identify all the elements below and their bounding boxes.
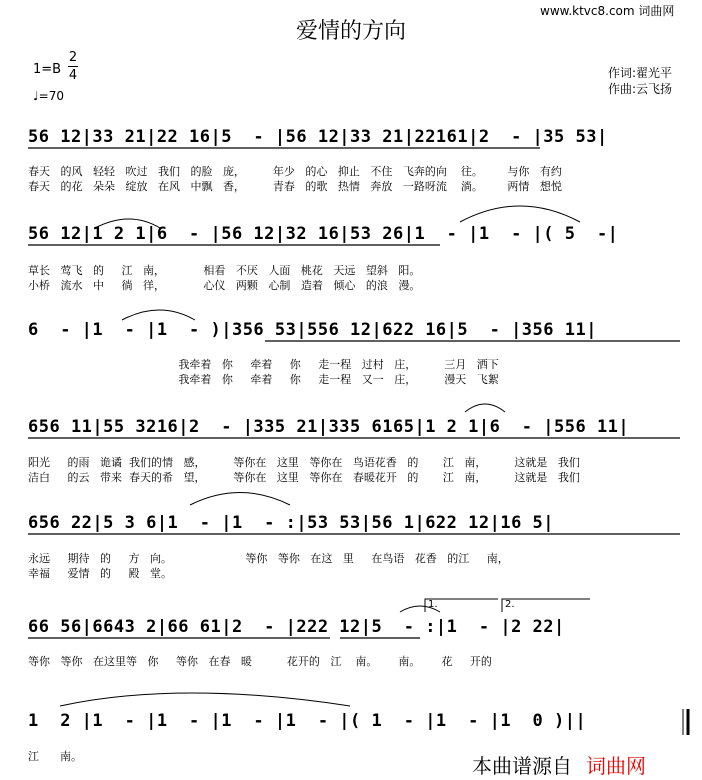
lyrics-line-3-verse-1: 我牵着 你 牵着 你 走一程 过村 庄， 三月 洒下 xyxy=(28,358,499,371)
notation-line-7: 1 2 |1 - |1 - |1 - |1 - |( 1 - |1 - |1 0 )|| xyxy=(28,711,587,731)
lyrics-line-5-verse-1: 永远 期待 的 方 向。 等你 等你 在这 里 在鸟语 花香 的江 南， xyxy=(28,552,509,565)
time-signature-top: 2 xyxy=(68,50,78,65)
source-footer xyxy=(472,750,646,779)
tie-arc xyxy=(95,219,160,228)
lyrics-line-6: 等你 等你 在这里等 你 等你 在春 暖 花开的 江 南。 南。 花 开的 xyxy=(28,655,492,668)
final-barline xyxy=(683,709,688,735)
lyrics-line-2-verse-1: 草长 莺飞 的 江 南， 相看 不厌 人面 桃花 天远 望斜 阳。 xyxy=(28,264,421,277)
lyrics-line-1-verse-2: 春天 的花 朵朵 绽放 在风 中飘 香， 青春 的歌 热情 奔放 一路呀流 淌。 两情 想悦 xyxy=(28,180,562,193)
lyrics-line-1-verse-1: 春天 的风 轻轻 吹过 我们 的脸 庞， 年少 的心 抑止 不住 飞奔的向 往。 与你 有约 xyxy=(28,165,562,178)
tie-arc xyxy=(400,606,440,612)
lyrics-line-4-verse-2: 洁白 的云 带来 春天的希 望， 等你在 这里 等你在 春暖花开 的 江 南， 这就是 我们 xyxy=(28,471,580,484)
composer-credit: 作曲:云飞扬 xyxy=(608,82,673,96)
volta-brackets xyxy=(425,599,590,612)
lyrics-line-5-verse-2: 幸福 爱情 的 殿 堂。 xyxy=(28,567,172,580)
song-title: 爱情的方向 xyxy=(295,19,406,44)
beam-underlines xyxy=(28,148,680,638)
time-signature-bottom: 4 xyxy=(68,68,78,83)
notation-line-6: 66 56|6643 2|66 61|2 - |222 12|5 - :|1 - |2 22| xyxy=(28,617,565,637)
tie-arc xyxy=(465,404,505,412)
volta-first: 1. xyxy=(428,599,438,610)
site-watermark: www.ktvc8.com 词曲网 xyxy=(540,4,675,18)
tempo-value: =70 xyxy=(38,89,64,103)
footer-brand: 词曲网 xyxy=(586,754,646,778)
quarter-note-icon: ♩ xyxy=(33,89,39,103)
key-signature: 1=B xyxy=(33,62,62,77)
lyrics-line-7: 江 南。 xyxy=(28,750,82,763)
notation-line-5: 656 22|5 3 6|1 - |1 - :|53 53|56 1|622 12|16 5| xyxy=(28,513,555,533)
tie-arc xyxy=(60,693,350,706)
lyrics-line-2-verse-2: 小桥 流水 中 徜 徉， 心仪 两颗 心制 造着 倾心 的浪 漫。 xyxy=(28,279,421,292)
footer-prefix: 本曲谱源自 xyxy=(472,754,572,778)
lyricist-credit: 作词:翟光平 xyxy=(608,66,673,80)
notation-line-1: 56 12|33 21|22 16|5 - |56 12|33 21|22161|2 - |35 53| xyxy=(28,127,608,147)
tie-arc xyxy=(122,310,195,320)
tie-arc xyxy=(460,206,580,222)
ties xyxy=(60,206,580,706)
lyrics-line-3-verse-2: 我牵着 你 牵着 你 走一程 又一 庄， 漫天 飞絮 xyxy=(28,373,499,386)
notation-line-3: 6 - |1 - |1 - )|356 53|556 12|622 16|5 - |356 11| xyxy=(28,320,597,340)
volta-second: 2. xyxy=(505,599,515,610)
notation-line-2: 56 12|1 2 1|6 - |56 12|32 16|53 26|1 - |1 - |( 5 -| xyxy=(28,224,619,244)
notation-line-4: 656 11|55 3216|2 - |335 21|335 6165|1 2 1|6 - |556 11| xyxy=(28,417,630,437)
tie-arc xyxy=(190,493,290,506)
lyrics-line-4-verse-1: 阳光 的雨 诡谲 我们的情 感， 等你在 这里 等你在 鸟语花香 的 江 南， 这就是 我们 xyxy=(28,456,580,469)
